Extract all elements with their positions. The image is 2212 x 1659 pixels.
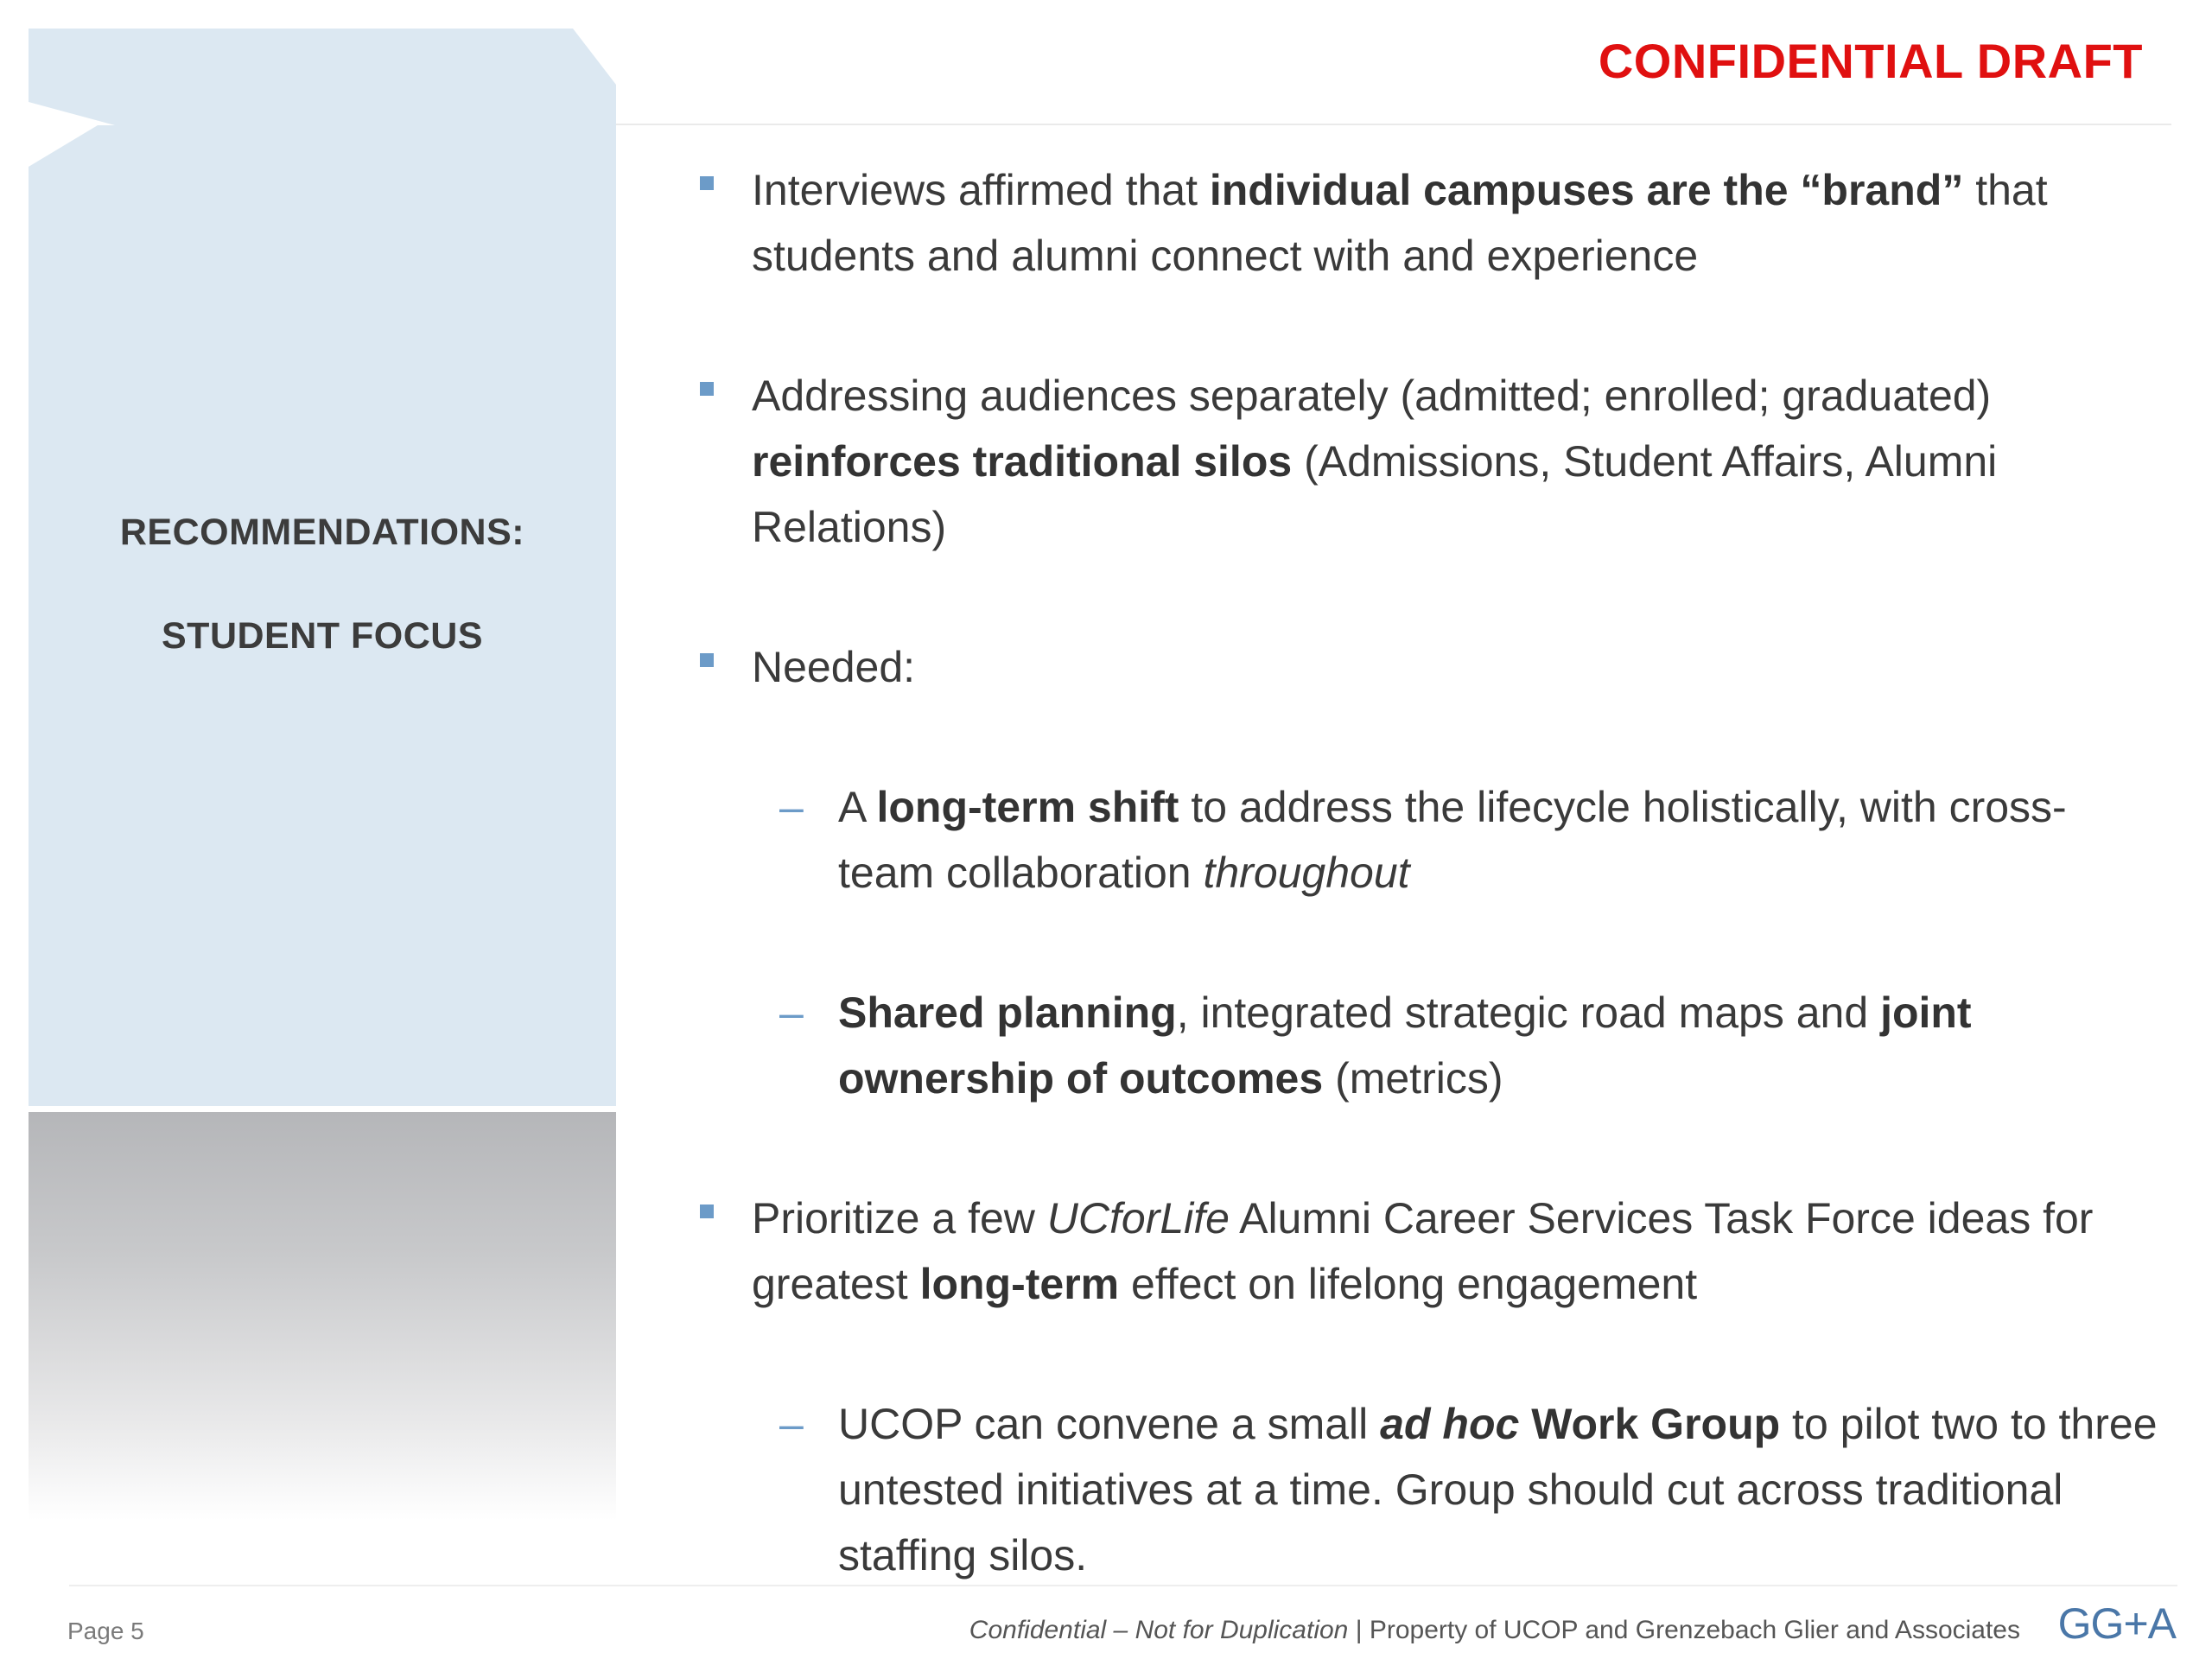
sidebar-gradient-block <box>29 1112 616 1521</box>
dash-bullet-icon: – <box>779 1400 804 1448</box>
header-divider <box>616 124 2171 125</box>
bullet-bold-text: Work Group <box>1519 1400 1781 1448</box>
bullet-text: Alumni Career Services Task Force ideas for greatest <box>752 1194 2094 1308</box>
bullet-italic-text: UCforLife <box>1046 1194 1230 1243</box>
bullet-bold-text: long-term <box>919 1260 1120 1308</box>
sub-bullet-work-group <box>691 1391 2160 1588</box>
confidential-draft-label: CONFIDENTIAL DRAFT <box>1598 34 2143 88</box>
bullet-bold-text: reinforces traditional silos <box>752 437 1293 486</box>
content-area <box>691 157 2160 1588</box>
bullet-text: to pilot two to three untested initiatives at a time. Group should cut across traditional staffing silos. <box>838 1400 2158 1580</box>
bullet-prioritize-ideas <box>691 1185 2160 1317</box>
footer-property: Property of UCOP and Grenzebach Glier and Associates <box>1369 1616 2020 1644</box>
bullet-bold-text: long-term shift <box>876 783 1179 831</box>
bullet-bold-text: joint ownership of outcomes <box>838 988 1972 1103</box>
footer-notice <box>969 1616 2020 1645</box>
sidebar-tab-shape <box>29 29 616 125</box>
bullet-text: , integrated strategic road maps and <box>1176 988 1881 1037</box>
footer-separator: | <box>1348 1616 1370 1644</box>
bullet-bold-italic-text: ad hoc <box>1380 1400 1520 1448</box>
bullet-text: to address the lifecycle holistically, with cross-team collaboration <box>838 783 2067 897</box>
bullet-audiences-silos <box>691 363 2160 560</box>
bullet-text: Prioritize a few <box>752 1194 1047 1243</box>
bullet-text: (Admissions, Student Affairs, Alumni Relations) <box>752 437 1998 551</box>
sidebar-subtitle: STUDENT FOCUS <box>162 615 483 657</box>
bullet-bold-text: Shared planning <box>838 988 1177 1037</box>
sub-bullet-shared-planning <box>691 980 2160 1111</box>
bullet-needed <box>691 634 2160 700</box>
square-bullet-icon <box>700 653 714 667</box>
footer-divider <box>69 1585 2177 1586</box>
bullet-text: effect on lifelong engagement <box>1119 1260 1698 1308</box>
bullet-text: A <box>838 783 877 831</box>
bullet-campuses-brand <box>691 157 2160 289</box>
bullet-text: (metrics) <box>1323 1054 1503 1103</box>
page-number: Page 5 <box>67 1618 144 1644</box>
sidebar-title: RECOMMENDATIONS: <box>119 512 525 553</box>
footer-confidential: Confidential – Not for Duplication <box>969 1616 1349 1644</box>
square-bullet-icon <box>700 382 714 396</box>
bullet-text: Interviews affirmed that <box>752 166 1210 214</box>
bullet-text: Addressing audiences separately (admitted; enrolled; graduated) <box>752 372 1992 420</box>
sub-bullet-long-term-shift <box>691 774 2160 906</box>
square-bullet-icon <box>700 1205 714 1218</box>
dash-bullet-icon: – <box>779 783 804 831</box>
bullet-text: UCOP can convene a small <box>838 1400 1381 1448</box>
gga-logo: GG+A <box>2057 1599 2176 1648</box>
square-bullet-icon <box>700 176 714 190</box>
bullet-bold-text: individual campuses are the “brand” <box>1209 166 1964 214</box>
bullet-text: that students and alumni connect with and experience <box>752 166 2048 280</box>
bullet-text: Needed: <box>752 643 916 691</box>
dash-bullet-icon: – <box>779 988 804 1037</box>
bullet-italic-text: throughout <box>1203 849 1410 897</box>
